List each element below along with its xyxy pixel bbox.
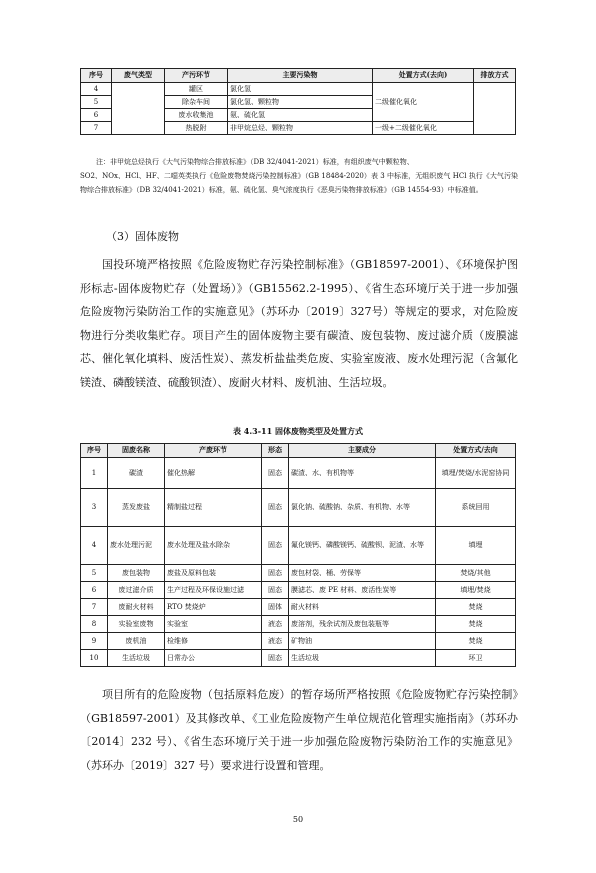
waste-name: 废过滤介质 (108, 582, 165, 599)
table-row (81, 458, 516, 489)
header-cell: 序号 (81, 69, 112, 83)
waste-gas-table (80, 68, 516, 135)
header-cell: 形态 (262, 444, 289, 458)
source-cell: 热脱附 (165, 122, 228, 135)
row-number: 7 (81, 599, 108, 616)
waste-name: 废耐火材料 (108, 599, 165, 616)
waste-disposal: 环卫 (436, 650, 516, 667)
waste-composition: 碳渣、水、有机物等 (289, 458, 436, 489)
waste-form: 液态 (262, 616, 289, 633)
waste-form: 固态 (262, 582, 289, 599)
row-number: 5 (81, 565, 108, 582)
header-cell: 产废环节 (165, 444, 262, 458)
header-cell: 排放方式 (474, 69, 516, 83)
waste-name: 碳渣 (108, 458, 165, 489)
table-row (81, 83, 516, 96)
waste-source: 废盐及原料包装 (165, 565, 262, 582)
waste-composition: 废包材袋、桶、劳保等 (289, 565, 436, 582)
waste-disposal: 焚烧 (436, 633, 516, 650)
waste-disposal: 焚烧/其他 (436, 565, 516, 582)
waste-disposal: 填埋/焚烧 (436, 582, 516, 599)
waste-source: 废水处理及盐水除杂 (165, 527, 262, 565)
waste-composition: 氟化镁钙、磷酸镁钙、硫酸钡、泥渣、水等 (289, 527, 436, 565)
table-note-continued: SO2、NOx、HCl、HF、二噁英类执行《危险废物焚烧污染控制标准》（GB 18484-2020）表 3 中标准，无组织废气 HCl 执行《大气污染物综合排放标准》（DB 32/4041-2021）标准，氨、硫化氢、臭气浓度执行《恶臭污染物排放标准》（GB 14554-93）中标准值。 (80, 172, 518, 194)
waste-composition: 膜滤芯、废 PE 材料、废活性炭等 (289, 582, 436, 599)
table-row (81, 527, 516, 565)
waste-disposal: 填埋 (436, 527, 516, 565)
table-row (81, 616, 516, 633)
table-row (81, 565, 516, 582)
source-cell: 废水收集池 (165, 109, 228, 122)
table-row (81, 599, 516, 616)
waste-name: 生活垃圾 (108, 650, 165, 667)
header-cell: 主要成分 (289, 444, 436, 458)
waste-name: 废机油 (108, 633, 165, 650)
header-cell: 主要污染物 (228, 69, 373, 83)
waste-form: 固态 (262, 565, 289, 582)
waste-form: 液态 (262, 633, 289, 650)
pollutant-cell: 氯化氢、颗粒物 (228, 96, 373, 109)
table-row (81, 489, 516, 527)
discharge-cell (474, 83, 516, 135)
header-cell: 固废名称 (108, 444, 165, 458)
waste-source: 精制盐过程 (165, 489, 262, 527)
waste-composition: 耐火材料 (289, 599, 436, 616)
pollutant-cell: 氨、硫化氢 (228, 109, 373, 122)
gas-type-cell (112, 83, 165, 135)
table-row (81, 633, 516, 650)
waste-form: 固态 (262, 458, 289, 489)
row-number: 4 (81, 83, 112, 96)
row-number: 9 (81, 633, 108, 650)
waste-source: 催化热解 (165, 458, 262, 489)
row-number: 1 (81, 458, 108, 489)
row-number: 10 (81, 650, 108, 667)
table-row (81, 650, 516, 667)
waste-form: 固体 (262, 599, 289, 616)
waste-source: 检维修 (165, 633, 262, 650)
row-number: 5 (81, 96, 112, 109)
table-header-row (81, 444, 516, 458)
waste-disposal: 焚烧 (436, 599, 516, 616)
source-cell: 罐区 (165, 83, 228, 96)
row-number: 6 (81, 582, 108, 599)
section-title: （3）固体废物 (106, 230, 179, 243)
waste-name: 废包装物 (108, 565, 165, 582)
pollutant-cell: 氯化氢 (228, 83, 373, 96)
solid-waste-table (80, 443, 516, 667)
waste-composition: 生活垃圾 (289, 650, 436, 667)
waste-disposal: 系统回用 (436, 489, 516, 527)
row-number: 8 (81, 616, 108, 633)
table-caption: 表 4.3-11 固体废物类型及处置方式 (233, 426, 363, 436)
row-number: 4 (81, 527, 108, 565)
page-number: 50 (292, 815, 304, 824)
table-row (81, 582, 516, 599)
waste-form: 固态 (262, 650, 289, 667)
paragraph: 项目所有的危险废物（包括原料危废）的暂存场所严格按照《危险废物贮存污染控制》（GB18597-2001）及其修改单、《工业危险废物产生单位规范化管理实施指南》（苏环办〔2014〕232 号）、《省生态环境厅关于进一步加强危险废物污染防治工作的实施意见》（苏环办〔2019〕327 号）要求进行设置和管理。 (80, 688, 518, 772)
waste-form: 固态 (262, 489, 289, 527)
method-cell: 一级+二级催化氧化 (373, 122, 474, 135)
waste-disposal: 焚烧 (436, 616, 516, 633)
row-number: 7 (81, 122, 112, 135)
row-number: 3 (81, 489, 108, 527)
waste-source: RTO 焚烧炉 (165, 599, 262, 616)
header-cell: 产污环节 (165, 69, 228, 83)
header-cell: 序号 (81, 444, 108, 458)
source-cell: 除杂车间 (165, 96, 228, 109)
waste-composition: 废溶剂，残余试剂及废包装瓶等 (289, 616, 436, 633)
waste-form: 固态 (262, 527, 289, 565)
pollutant-cell: 非甲烷总烃、颗粒物 (228, 122, 373, 135)
header-cell: 处置方式(去向) (373, 69, 474, 83)
table-header-row (81, 69, 516, 83)
waste-source: 日常办公 (165, 650, 262, 667)
waste-composition: 矿物油 (289, 633, 436, 650)
waste-source: 生产过程及环保设施过滤 (165, 582, 262, 599)
method-cell: 二级催化氧化 (373, 83, 474, 122)
header-cell: 处置方式/去向 (436, 444, 516, 458)
table-note: 注：非甲烷总烃执行《大气污染物综合排放标准》（DB 32/4041-2021）标准，有组织废气中颗粒物、 (96, 158, 414, 166)
waste-name: 废水处理污泥 (108, 527, 165, 565)
waste-disposal: 填埋/焚烧/水泥窑协同 (436, 458, 516, 489)
waste-source: 实验室 (165, 616, 262, 633)
waste-name: 实验室废物 (108, 616, 165, 633)
waste-composition: 氯化钠、硫酸钠、杂质、有机物、水等 (289, 489, 436, 527)
waste-name: 蒸发废盐 (108, 489, 165, 527)
header-cell: 废气类型 (112, 69, 165, 83)
row-number: 6 (81, 109, 112, 122)
paragraph: 国投环境严格按照《危险废物贮存污染控制标准》（GB18597-2001）、《环境保护图形标志-固体废物贮存（处置场）》（GB15562.2-1995）、《省生态环境厅关于进一步加强危险废物污染防治工作的实施意见》（苏环办〔2019〕327号）等规定的要求，对危险废物进行分类收集贮存。项目产生的固体废物主要有碳渣、废包装物、废过滤介质（废膜滤芯、催化氧化填料、废活性炭）、蒸发析盐盐类危废、实验室废液、废水处理污泥（含氟化镁渣、磷酸镁渣、硫酸钡渣）、废耐火材料、废机油、生活垃圾。 (80, 258, 518, 389)
